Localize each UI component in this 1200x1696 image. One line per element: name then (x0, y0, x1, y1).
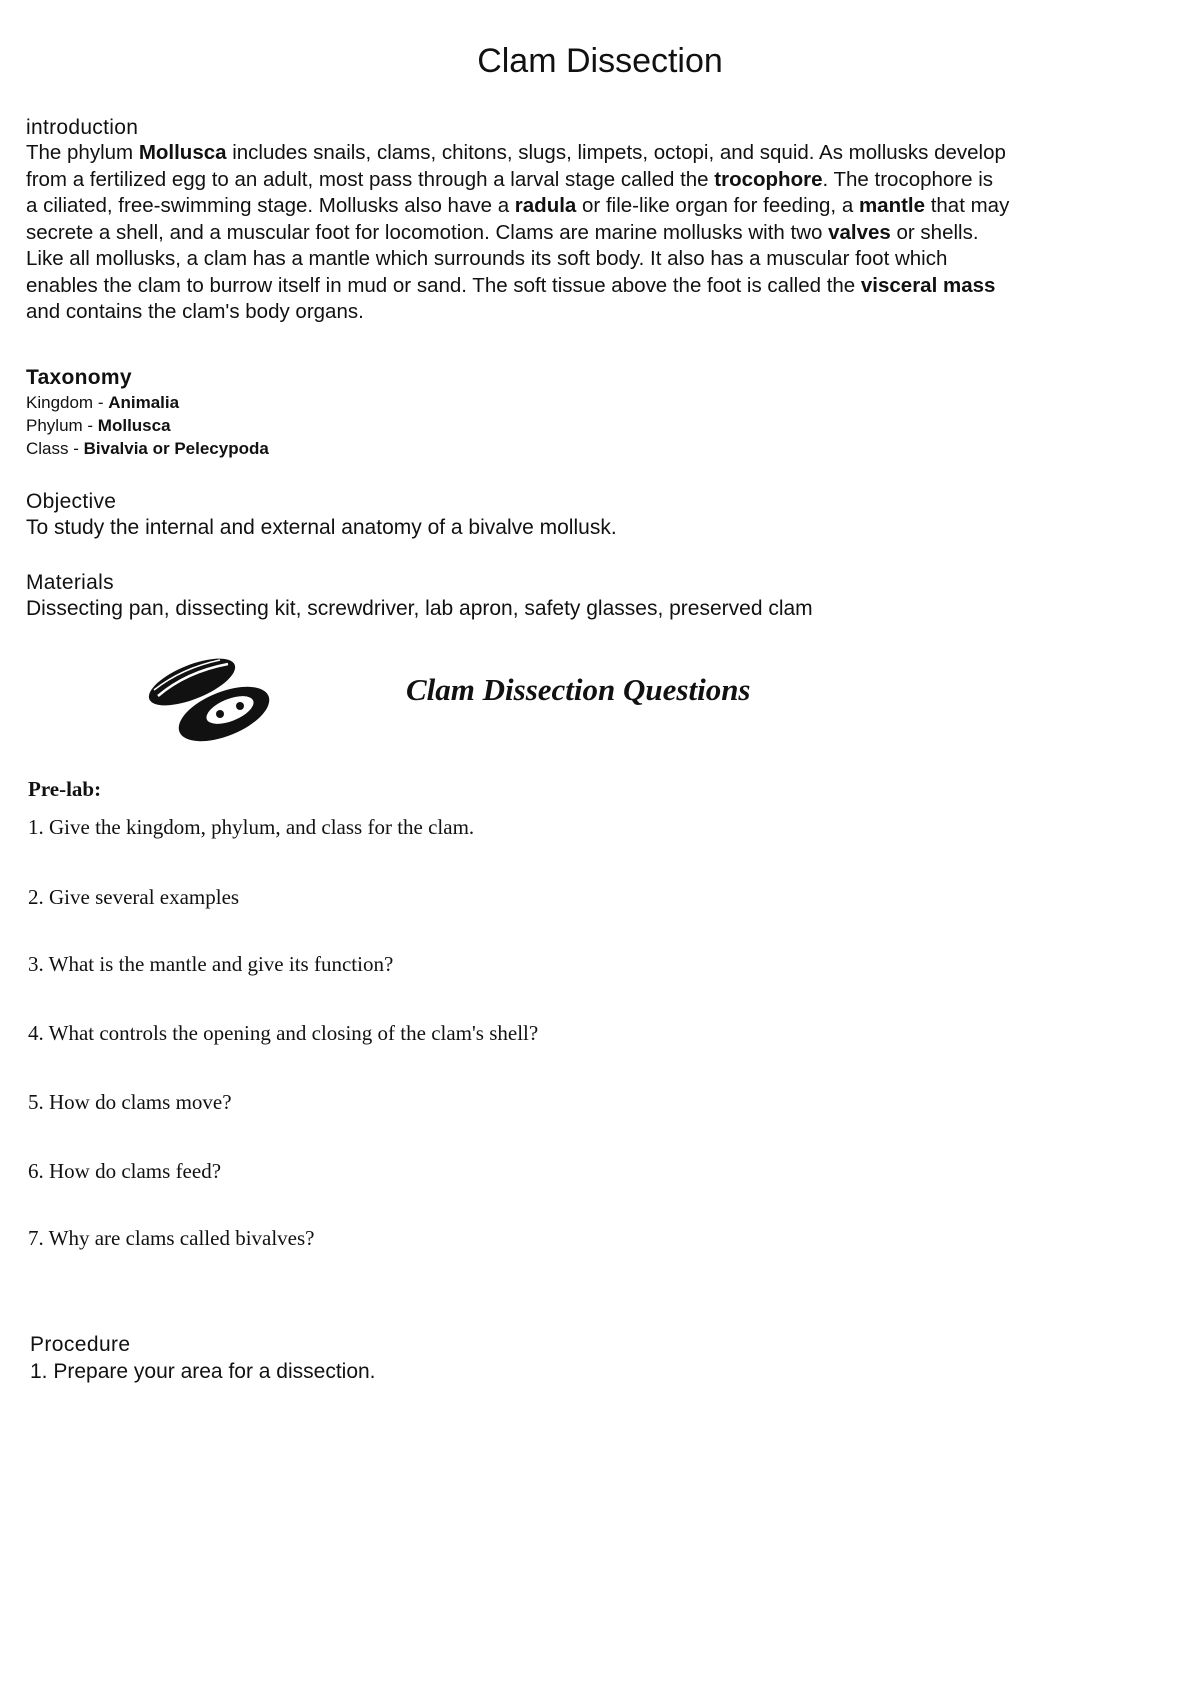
materials-heading: Materials (26, 571, 114, 594)
objective-text: To study the internal and external anatomy of a bivalve mollusk. (26, 516, 617, 539)
prelab-label: Pre-lab: (28, 777, 102, 801)
materials-text: Dissecting pan, dissecting kit, screwdriver, lab apron, safety glasses, preserved clam (26, 597, 813, 620)
intro-line: secrete a shell, and a muscular foot for locomotion. Clams are marine mollusks with two valves or shells. (26, 220, 979, 244)
question-item: 5. How do clams move? (28, 1090, 232, 1114)
question-item: 4. What controls the opening and closing of the clam's shell? (28, 1021, 539, 1045)
page-title: Clam Dissection (477, 42, 723, 80)
term-visceral-mass: visceral mass (860, 273, 996, 297)
intro-line: The phylum Mollusca includes snails, clams, chitons, slugs, limpets, octopi, and squid. As mollusks develop (26, 141, 1006, 164)
term-mantle: mantle (858, 194, 926, 217)
term-trocophore: trocophore (714, 167, 823, 191)
question-item: 1. Give the kingdom, phylum, and class for the clam. (28, 815, 475, 839)
question-item: 7. Why are clams called bivalves? (28, 1226, 315, 1250)
taxonomy-kingdom: Kingdom - Animalia (26, 393, 180, 412)
questions-title: Clam Dissection Questions (406, 672, 751, 707)
intro-line: from a fertilized egg to an adult, most pass through a larval stage called the trocophore. The trocophore is (26, 167, 994, 191)
objective-heading: Objective (26, 490, 117, 513)
term-valves: valves (828, 220, 891, 244)
question-item: 2. Give several examples (28, 885, 240, 909)
question-item: 3. What is the mantle and give its function? (28, 952, 394, 976)
clam-shell-icon (146, 652, 276, 748)
intro-line: and contains the clam's body organs. (26, 300, 364, 323)
introduction-body (26, 140, 1176, 326)
term-mollusca: Mollusca (138, 141, 227, 164)
term-radula: radula (514, 194, 577, 217)
procedure-heading: Procedure (30, 1333, 131, 1356)
taxonomy-heading: Taxonomy (26, 366, 132, 389)
introduction-heading: introduction (26, 116, 139, 139)
taxonomy-phylum: Phylum - Mollusca (26, 416, 171, 435)
intro-line: Like all mollusks, a clam has a mantle which surrounds its soft body. It also has a muscular foot which (26, 247, 948, 270)
intro-line: enables the clam to burrow itself in mud or sand. The soft tissue above the foot is called the visceral mass (26, 273, 996, 297)
procedure-step: 1. Prepare your area for a dissection. (30, 1360, 376, 1383)
question-item: 6. How do clams feed? (28, 1159, 222, 1183)
intro-line: a ciliated, free-swimming stage. Mollusks also have a radula or file-like organ for feeding, a mantle that may (26, 194, 1010, 217)
taxonomy-class: Class - Bivalvia or Pelecypoda (26, 439, 269, 458)
